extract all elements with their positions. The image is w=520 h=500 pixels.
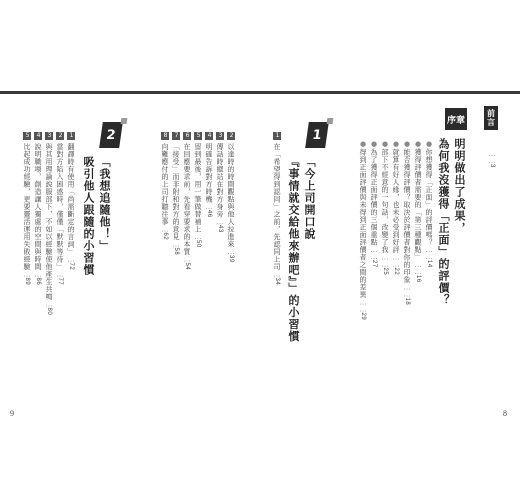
chapter-1-item-2[interactable]: 2以達時的時間觀點與他人拉進來…39 bbox=[227, 132, 235, 263]
chapter-2-title-1: 「我想追隨他！」 bbox=[98, 156, 111, 252]
xuzhang-item-6[interactable]: ●為了獲得正面評價的三個重點……27 bbox=[370, 140, 378, 268]
xuzhang-item-1[interactable]: ●你想獲得「正面」的評價嗎？……14 bbox=[425, 140, 433, 268]
chapter-2-item-1[interactable]: 1翻譯時有使用「尚需斷定的言詞」…72 bbox=[67, 132, 75, 271]
top-rule bbox=[0, 91, 520, 94]
chapter-1-item-6[interactable]: 6在回應要求前，先看穿要求的本質…54 bbox=[183, 132, 191, 271]
chapter-2-badge: 2 bbox=[99, 122, 123, 148]
xuzhang-title-2: 為何我沒獲得「正面」的評價？ bbox=[437, 138, 450, 306]
chapter-1-title-1: 「今上司開口說 bbox=[303, 156, 316, 240]
preface-label: 前言 bbox=[484, 106, 498, 130]
xuzhang-item-7[interactable]: ●得到正面評價與未得到正面評價者之間的差異……29 bbox=[359, 140, 367, 321]
chapter-1-item-1[interactable]: 1在「希望得到認同」之前，先認同上司…34 bbox=[273, 132, 281, 286]
xuzhang-title-1: 明明做出了成果， bbox=[453, 138, 466, 234]
xuzhang-item-5[interactable]: ●部下不經意的一句話，改變了我……25 bbox=[381, 140, 389, 276]
preface-entry[interactable]: ……3 bbox=[488, 150, 496, 168]
chapter-2-item-5[interactable]: 5比起成功經驗，更要靈活運用失敗經驗…89 bbox=[23, 132, 31, 286]
xuzhang-item-2[interactable]: ●獲得評價者需要的「第三種觀點」……16 bbox=[414, 140, 422, 283]
chapter-1-item-7[interactable]: 7「接受」而非附和對方的意見…58 bbox=[172, 132, 180, 256]
right-page-number: 8 bbox=[503, 409, 507, 418]
preface-page: 3 bbox=[489, 164, 495, 168]
chapter-1-item-8[interactable]: 8向難應付的上司打聽往事…62 bbox=[161, 132, 169, 241]
chapter-2-item-2[interactable]: 2當對方陷入困惑時，僅僅「默默等待」…77 bbox=[56, 132, 64, 286]
chapter-1-item-3[interactable]: 3傳話時總站在對方身旁…43 bbox=[216, 132, 224, 233]
chapter-1-item-4[interactable]: 4明確告訴對方時機…46 bbox=[205, 132, 213, 218]
xuzhang-badge: 序章 bbox=[445, 108, 467, 130]
chapter-1-item-5[interactable]: 5留到最後，用一筆做替補上…50 bbox=[194, 132, 202, 248]
chapter-2-item-4[interactable]: 4說明職場，創造讓人獨處的空間與時間…86 bbox=[34, 132, 42, 286]
xuzhang-item-4[interactable]: ●就算有好人緣，也未必受到好評……22 bbox=[392, 140, 400, 276]
xuzhang-item-3[interactable]: ●能否獲得評價？取決於評價者對你的印象……18 bbox=[403, 140, 411, 306]
chapter-2-item-3[interactable]: 3與其用理論說服部下，不如以經驗使他產生共鳴…80 bbox=[45, 132, 53, 316]
chapter-1-title-2: 『事情就交給他來辦吧』」的小習慣 bbox=[287, 156, 300, 343]
chapter-2-title-2: 吸引他人跟隨的小習慣 bbox=[82, 156, 95, 276]
chapter-1-badge: 1 bbox=[305, 122, 329, 148]
left-page-number: 9 bbox=[10, 409, 14, 418]
